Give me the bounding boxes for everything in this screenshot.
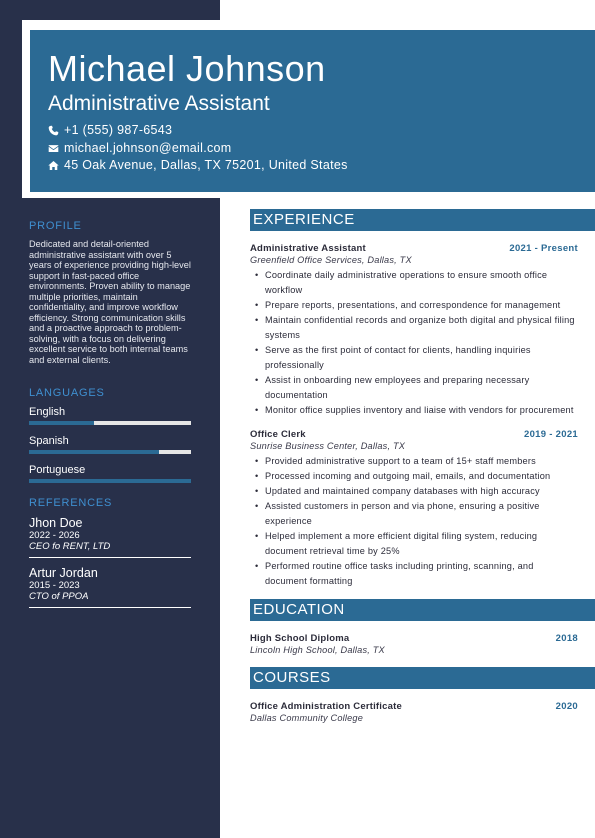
experience-item-header (250, 240, 578, 254)
job-title: Administrative Assistant (48, 92, 270, 115)
language-level-bar (29, 479, 191, 483)
responsibility-item: • Performed routine office tasks including printing, scanning, and document formatting (253, 559, 578, 589)
experience-item (250, 426, 595, 589)
address-text: 45 Oak Avenue, Dallas, TX 75201, United States (64, 158, 348, 172)
responsibility-item: • Coordinate daily administrative operations to ensure smooth office workflow (253, 268, 578, 298)
reference-role: CTO of PPOA (29, 591, 89, 602)
responsibility-item: • Processed incoming and outgoing mail, emails, and documentation (253, 469, 578, 484)
language-level-bar (29, 421, 191, 425)
responsibility-item: • Serve as the first point of contact for clients, handling inquiries professionally (253, 343, 578, 373)
courses-heading: COURSES (250, 667, 595, 689)
position-dates: 2019 - 2021 (523, 429, 578, 440)
header-frame (22, 20, 595, 198)
language-name: Spanish (29, 435, 69, 447)
responsibility-item: • Maintain confidential records and organize both digital and physical filing systems (253, 313, 578, 343)
contact-email (48, 140, 595, 158)
education-item-header (250, 630, 578, 644)
responsibility-item: • Assist in onboarding new employees and preparing necessary documentation (253, 373, 578, 403)
responsibility-item: • Assisted customers in person and via phone, ensuring a positive experience (253, 499, 578, 529)
responsibility-item: • Helped implement a more efficient digital filing system, reducing document retrieval time by 25% (253, 529, 578, 559)
language-level-fill (29, 450, 159, 454)
school: Lincoln High School, Dallas, TX (250, 645, 385, 655)
education-item (250, 630, 595, 655)
responsibility-item: • Provided administrative support to a team of 15+ staff members (253, 454, 578, 469)
candidate-name: Michael Johnson (48, 48, 326, 89)
language-item (29, 435, 191, 454)
experience-item-header (250, 426, 578, 440)
profile-heading: PROFILE (29, 220, 82, 232)
languages-heading: LANGUAGES (29, 387, 105, 399)
header-banner (30, 30, 595, 192)
home-icon (48, 160, 59, 171)
responsibility-item: • Monitor office supplies inventory and liaise with vendors for procurement (253, 403, 578, 418)
experience-heading: EXPERIENCE (250, 209, 595, 231)
employer: Greenfield Office Services, Dallas, TX (250, 255, 412, 265)
experience-item (250, 240, 595, 418)
contact-phone (48, 122, 595, 140)
course-item (250, 698, 595, 723)
language-level-fill (29, 421, 94, 425)
languages-section (29, 387, 191, 483)
responsibility-list (250, 268, 578, 418)
position-dates: 2021 - Present (509, 243, 578, 254)
language-name: Portuguese (29, 464, 86, 476)
position-title: Administrative Assistant (250, 243, 366, 254)
language-level-fill (29, 479, 191, 483)
reference-name: Artur Jordan (29, 566, 98, 580)
language-name: English (29, 406, 66, 418)
course-item-header (250, 698, 578, 712)
reference-role: CEO fo RENT, LTD (29, 541, 111, 552)
course-school: Dallas Community College (250, 713, 364, 723)
language-level-bar (29, 450, 191, 454)
profile-text: Dedicated and detail-oriented administrative assistant with over 5 years of experience providing high-level support in fast-paced office environments. Proven ability to manage multiple priorities, maintain confidentiality, and improve workflow efficiency. Strong communication skills and a proactive approach to problem-solving, with a focus on delivering excellent service to both internal teams and external clients. (29, 239, 191, 365)
contact-address (48, 157, 595, 175)
phone-icon (48, 125, 59, 136)
main-content (250, 209, 595, 735)
responsibility-item: • Updated and maintained company databases with high accuracy (253, 484, 578, 499)
education-year: 2018 (555, 633, 578, 644)
language-item (29, 406, 191, 425)
degree: High School Diploma (250, 633, 350, 644)
responsibility-list (250, 454, 578, 589)
profile-section (29, 220, 191, 365)
position-title: Office Clerk (250, 429, 306, 440)
language-item (29, 464, 191, 483)
envelope-icon (48, 143, 59, 154)
responsibility-item: • Prepare reports, presentations, and correspondence for management (253, 298, 578, 313)
references-section (29, 497, 191, 608)
course-name: Office Administration Certificate (250, 701, 402, 712)
contact-info (48, 122, 595, 175)
references-heading: REFERENCES (29, 497, 113, 509)
email-text: michael.johnson@email.com (64, 140, 232, 155)
reference-dates: 2022 - 2026 (29, 530, 80, 541)
phone-text: +1 (555) 987-6543 (64, 123, 173, 137)
employer: Sunrise Business Center, Dallas, TX (250, 441, 406, 451)
reference-item (29, 516, 191, 558)
reference-item (29, 566, 191, 608)
reference-dates: 2015 - 2023 (29, 580, 80, 591)
education-heading: EDUCATION (250, 599, 595, 621)
sidebar-content (29, 220, 191, 630)
course-year: 2020 (555, 701, 578, 712)
reference-name: Jhon Doe (29, 516, 83, 530)
